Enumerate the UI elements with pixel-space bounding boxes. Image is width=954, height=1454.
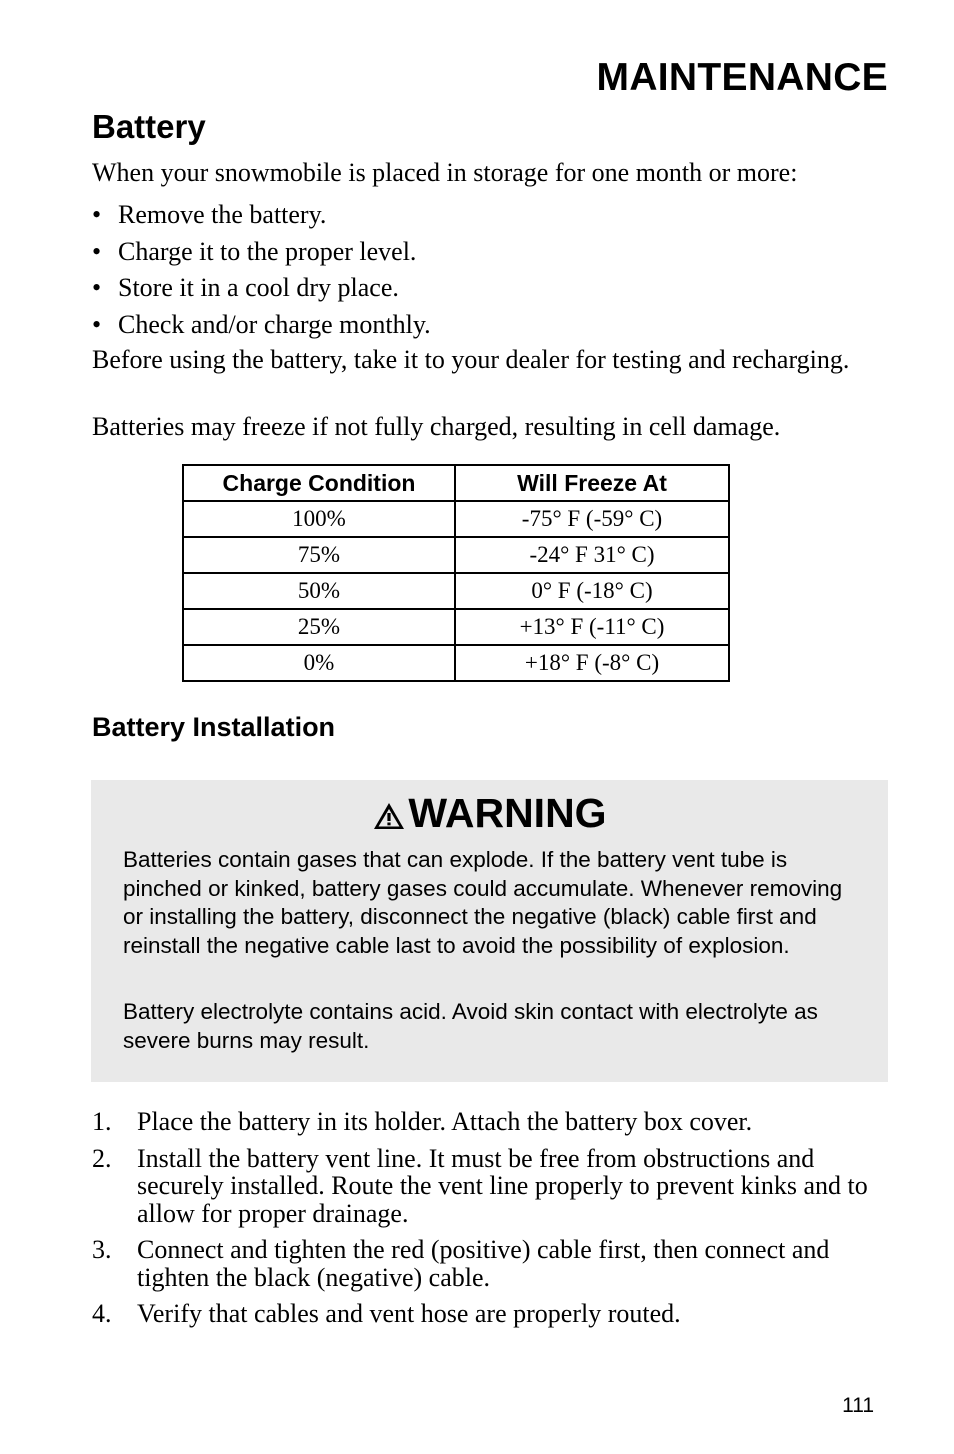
column-header-freeze: Will Freeze At	[455, 465, 729, 501]
table-cell: 0° F (-18° C)	[455, 573, 729, 609]
table-row	[183, 609, 729, 645]
step-number: 4.	[92, 1299, 112, 1328]
battery-heading: Battery	[92, 108, 206, 145]
table-row	[183, 501, 729, 537]
bullet-text: Charge it to the proper level.	[118, 236, 417, 266]
table-cell: -75° F (-59° C)	[455, 501, 729, 537]
list-item	[92, 1300, 892, 1328]
bullet-text: Remove the battery.	[118, 200, 327, 229]
freeze-note: Batteries may freeze if not fully charged, resulting in cell damage.	[92, 412, 781, 441]
step-number: 1.	[92, 1107, 112, 1136]
table-row	[183, 573, 729, 609]
list-item: • Store it in a cool dry place.	[92, 273, 399, 302]
warning-title	[91, 790, 888, 837]
installation-steps	[92, 1108, 892, 1337]
table-row	[183, 537, 729, 573]
table-cell: -24° F 31° C)	[455, 537, 729, 573]
page-number: 111	[842, 1394, 874, 1417]
warning-paragraph: Batteries contain gases that can explode. If the battery vent tube is pinched or kinked, battery gases could accumulate. Whenever removing or installing the battery, disconnect the negative (black) cable first and reinstall the negative cable last to avoid the possibility of explosion.	[123, 847, 843, 958]
warning-box	[91, 780, 888, 1082]
table-cell: 25%	[183, 609, 455, 645]
storage-intro: When your snowmobile is placed in storage for one month or more:	[92, 158, 798, 187]
step-text: Connect and tighten the red (positive) cable first, then connect and tighten the black (negative) cable.	[137, 1235, 830, 1292]
list-item	[92, 1145, 892, 1228]
table-cell: 0%	[183, 645, 455, 681]
step-text: Place the battery in its holder. Attach the battery box cover.	[137, 1107, 753, 1136]
before-use-paragraph: Before using the battery, take it to your dealer for testing and recharging.	[92, 345, 850, 374]
list-item: • Charge it to the proper level.	[92, 236, 417, 266]
step-text: Verify that cables and vent hose are properly routed.	[137, 1299, 681, 1328]
column-header-charge: Charge Condition	[183, 465, 455, 501]
freeze-table	[182, 464, 730, 682]
table-cell: 75%	[183, 537, 455, 573]
section-header: MAINTENANCE	[596, 56, 888, 99]
step-text: Install the battery vent line. It must be free from obstructions and securely installed. Route the vent line properly to prevent kinks and to allow for proper drainage.	[137, 1143, 868, 1228]
installation-heading: Battery Installation	[92, 712, 336, 742]
table-cell: +13° F (-11° C)	[455, 609, 729, 645]
warning-title-text: WARNING	[408, 790, 607, 836]
table-cell: 100%	[183, 501, 455, 537]
warning-paragraph: Battery electrolyte contains acid. Avoid skin contact with electrolyte as severe burns may result.	[123, 999, 818, 1053]
table-cell: 50%	[183, 573, 455, 609]
storage-bullet-list	[92, 200, 431, 346]
step-number: 2.	[92, 1143, 112, 1173]
step-number: 3.	[92, 1235, 112, 1264]
list-item: • Remove the battery.	[92, 200, 327, 229]
warning-triangle-icon	[372, 801, 406, 831]
list-item	[92, 1108, 892, 1136]
bullet-text: Store it in a cool dry place.	[118, 273, 399, 302]
table-row	[183, 645, 729, 681]
list-item: • Check and/or charge monthly.	[92, 309, 431, 339]
table-cell: +18° F (-8° C)	[455, 645, 729, 681]
list-item	[92, 1236, 892, 1291]
table-header-row	[183, 465, 729, 501]
bullet-text: Check and/or charge monthly.	[118, 309, 431, 339]
